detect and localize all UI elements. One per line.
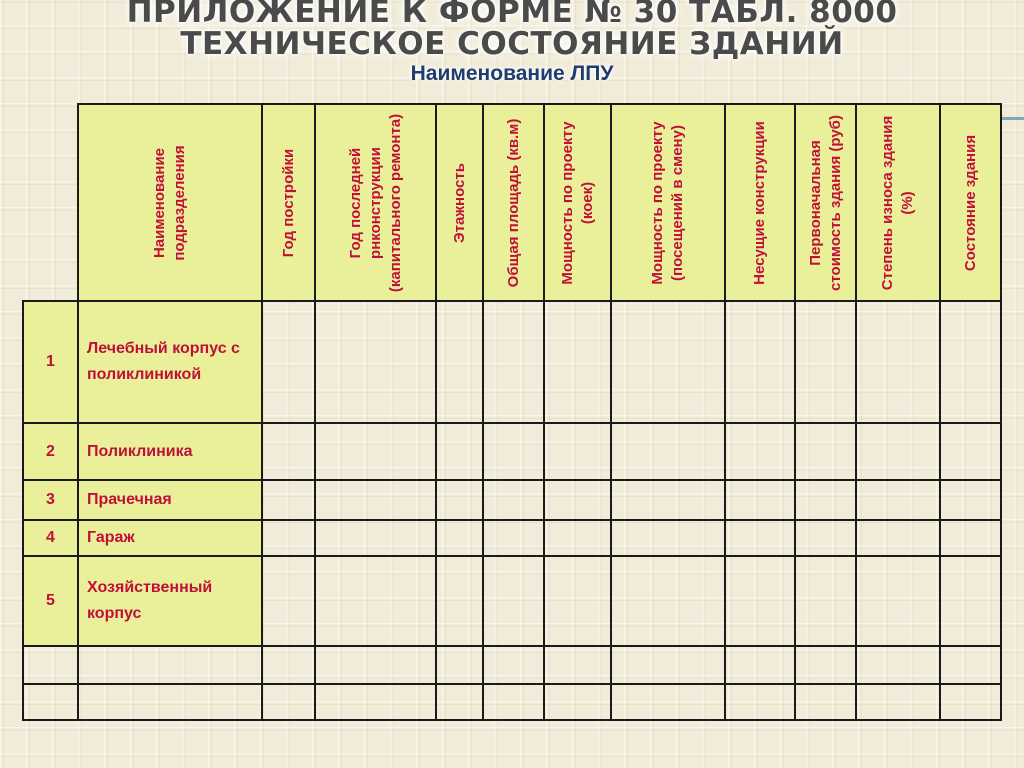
data-cell[interactable] xyxy=(725,684,795,720)
data-cell[interactable] xyxy=(856,646,940,684)
header-label: Мощность по проекту (коек) xyxy=(558,120,596,285)
data-cell[interactable] xyxy=(940,423,1001,480)
decorative-accent-line xyxy=(1002,117,1024,120)
data-cell[interactable] xyxy=(315,480,436,520)
data-cell[interactable] xyxy=(725,301,795,423)
data-cell[interactable] xyxy=(940,646,1001,684)
header-cell xyxy=(262,104,315,301)
table-row xyxy=(23,556,1001,646)
header-corner xyxy=(23,104,78,301)
header-cell xyxy=(611,104,725,301)
row-number: 1 xyxy=(23,301,78,423)
header-cell xyxy=(315,104,436,301)
data-cell[interactable] xyxy=(611,520,725,556)
data-cell[interactable] xyxy=(795,684,856,720)
data-cell[interactable] xyxy=(795,520,856,556)
data-cell[interactable] xyxy=(856,684,940,720)
header-label: Первоначальная стоимость здания (руб) xyxy=(806,114,844,291)
header-label: Мощность по проекту (посещений в смену) xyxy=(649,120,686,285)
data-cell[interactable] xyxy=(940,301,1001,423)
row-number: 2 xyxy=(23,423,78,480)
header-label: Степень износа здания (%) xyxy=(879,115,916,290)
data-cell[interactable] xyxy=(940,480,1001,520)
data-cell[interactable] xyxy=(262,556,315,646)
data-cell[interactable] xyxy=(795,301,856,423)
data-cell[interactable] xyxy=(856,423,940,480)
table-row xyxy=(23,301,1001,423)
data-cell[interactable] xyxy=(436,646,483,684)
header-label: Год постройки xyxy=(279,148,297,257)
data-cell[interactable] xyxy=(483,556,544,646)
data-cell[interactable] xyxy=(725,520,795,556)
data-cell[interactable] xyxy=(315,556,436,646)
row-number: 5 xyxy=(23,556,78,646)
data-cell[interactable] xyxy=(262,520,315,556)
data-cell[interactable] xyxy=(262,684,315,720)
data-cell[interactable] xyxy=(856,520,940,556)
table-row xyxy=(23,520,1001,556)
data-cell[interactable] xyxy=(795,480,856,520)
data-cell[interactable] xyxy=(483,301,544,423)
header-cell xyxy=(483,104,544,301)
data-cell[interactable] xyxy=(315,520,436,556)
table-row xyxy=(23,423,1001,480)
data-cell[interactable] xyxy=(856,301,940,423)
table-row xyxy=(23,684,1001,720)
data-cell[interactable] xyxy=(436,556,483,646)
data-cell[interactable] xyxy=(436,480,483,520)
data-cell[interactable] xyxy=(483,520,544,556)
data-cell[interactable] xyxy=(940,684,1001,720)
data-cell[interactable] xyxy=(725,646,795,684)
header-label: Год последней рнконструкции (капитального ремонта) xyxy=(346,113,404,292)
row-number xyxy=(23,646,78,684)
row-number: 3 xyxy=(23,480,78,520)
data-cell[interactable] xyxy=(544,684,611,720)
header-cell xyxy=(795,104,856,301)
data-cell[interactable] xyxy=(483,423,544,480)
data-cell[interactable] xyxy=(315,684,436,720)
data-cell[interactable] xyxy=(611,556,725,646)
data-cell[interactable] xyxy=(856,556,940,646)
header-cell xyxy=(544,104,611,301)
header-label: Несущие конструкции xyxy=(751,120,768,285)
data-cell[interactable] xyxy=(611,423,725,480)
data-cell[interactable] xyxy=(315,301,436,423)
row-name xyxy=(78,646,262,684)
data-cell[interactable] xyxy=(262,301,315,423)
row-number: 4 xyxy=(23,520,78,556)
header-cell xyxy=(856,104,940,301)
header-row xyxy=(23,104,1001,301)
header-label: Общая площадь (кв.м) xyxy=(504,118,522,287)
header-cell xyxy=(78,104,262,301)
data-cell[interactable] xyxy=(544,423,611,480)
header-label: Наименование подразделения xyxy=(151,144,188,261)
table-row xyxy=(23,480,1001,520)
data-cell[interactable] xyxy=(483,684,544,720)
data-cell[interactable] xyxy=(611,301,725,423)
data-cell[interactable] xyxy=(544,556,611,646)
title-line-1: ПРИЛОЖЕНИЕ К ФОРМЕ № 30 ТАБЛ. 8000 xyxy=(126,0,898,30)
title-line-2: ТЕХНИЧЕСКОЕ СОСТОЯНИЕ ЗДАНИЙ xyxy=(180,26,844,62)
data-cell[interactable] xyxy=(856,480,940,520)
data-cell[interactable] xyxy=(544,646,611,684)
data-cell[interactable] xyxy=(940,556,1001,646)
data-cell[interactable] xyxy=(262,423,315,480)
data-cell[interactable] xyxy=(436,520,483,556)
data-cell[interactable] xyxy=(262,480,315,520)
data-cell[interactable] xyxy=(262,646,315,684)
header-cell xyxy=(725,104,795,301)
data-cell[interactable] xyxy=(436,684,483,720)
data-cell[interactable] xyxy=(315,646,436,684)
data-cell[interactable] xyxy=(725,556,795,646)
row-name xyxy=(78,684,262,720)
row-number xyxy=(23,684,78,720)
data-cell[interactable] xyxy=(544,480,611,520)
data-cell[interactable] xyxy=(795,646,856,684)
table-row xyxy=(23,646,1001,684)
data-cell[interactable] xyxy=(725,480,795,520)
header-cell xyxy=(436,104,483,301)
data-cell[interactable] xyxy=(436,423,483,480)
data-cell[interactable] xyxy=(795,556,856,646)
data-cell[interactable] xyxy=(611,684,725,720)
data-cell[interactable] xyxy=(611,480,725,520)
data-cell[interactable] xyxy=(795,423,856,480)
row-name: Гараж xyxy=(78,520,262,556)
header-label: Этажность xyxy=(450,162,468,243)
row-name: Прачечная xyxy=(78,480,262,520)
data-cell[interactable] xyxy=(483,646,544,684)
data-cell[interactable] xyxy=(544,520,611,556)
data-cell[interactable] xyxy=(315,423,436,480)
header-label: Состояние здания xyxy=(961,134,979,271)
data-cell[interactable] xyxy=(436,301,483,423)
header-cell xyxy=(940,104,1001,301)
data-cell[interactable] xyxy=(611,646,725,684)
data-cell[interactable] xyxy=(483,480,544,520)
row-name: Лечебный корпус с поликлиникой xyxy=(78,301,262,423)
data-cell[interactable] xyxy=(544,301,611,423)
subtitle: Наименование ЛПУ xyxy=(410,62,614,85)
row-name: Поликлиника xyxy=(78,423,262,480)
data-cell[interactable] xyxy=(940,520,1001,556)
row-name: Хозяйственный корпус xyxy=(78,556,262,646)
data-cell[interactable] xyxy=(725,423,795,480)
technical-state-table xyxy=(22,103,1002,721)
